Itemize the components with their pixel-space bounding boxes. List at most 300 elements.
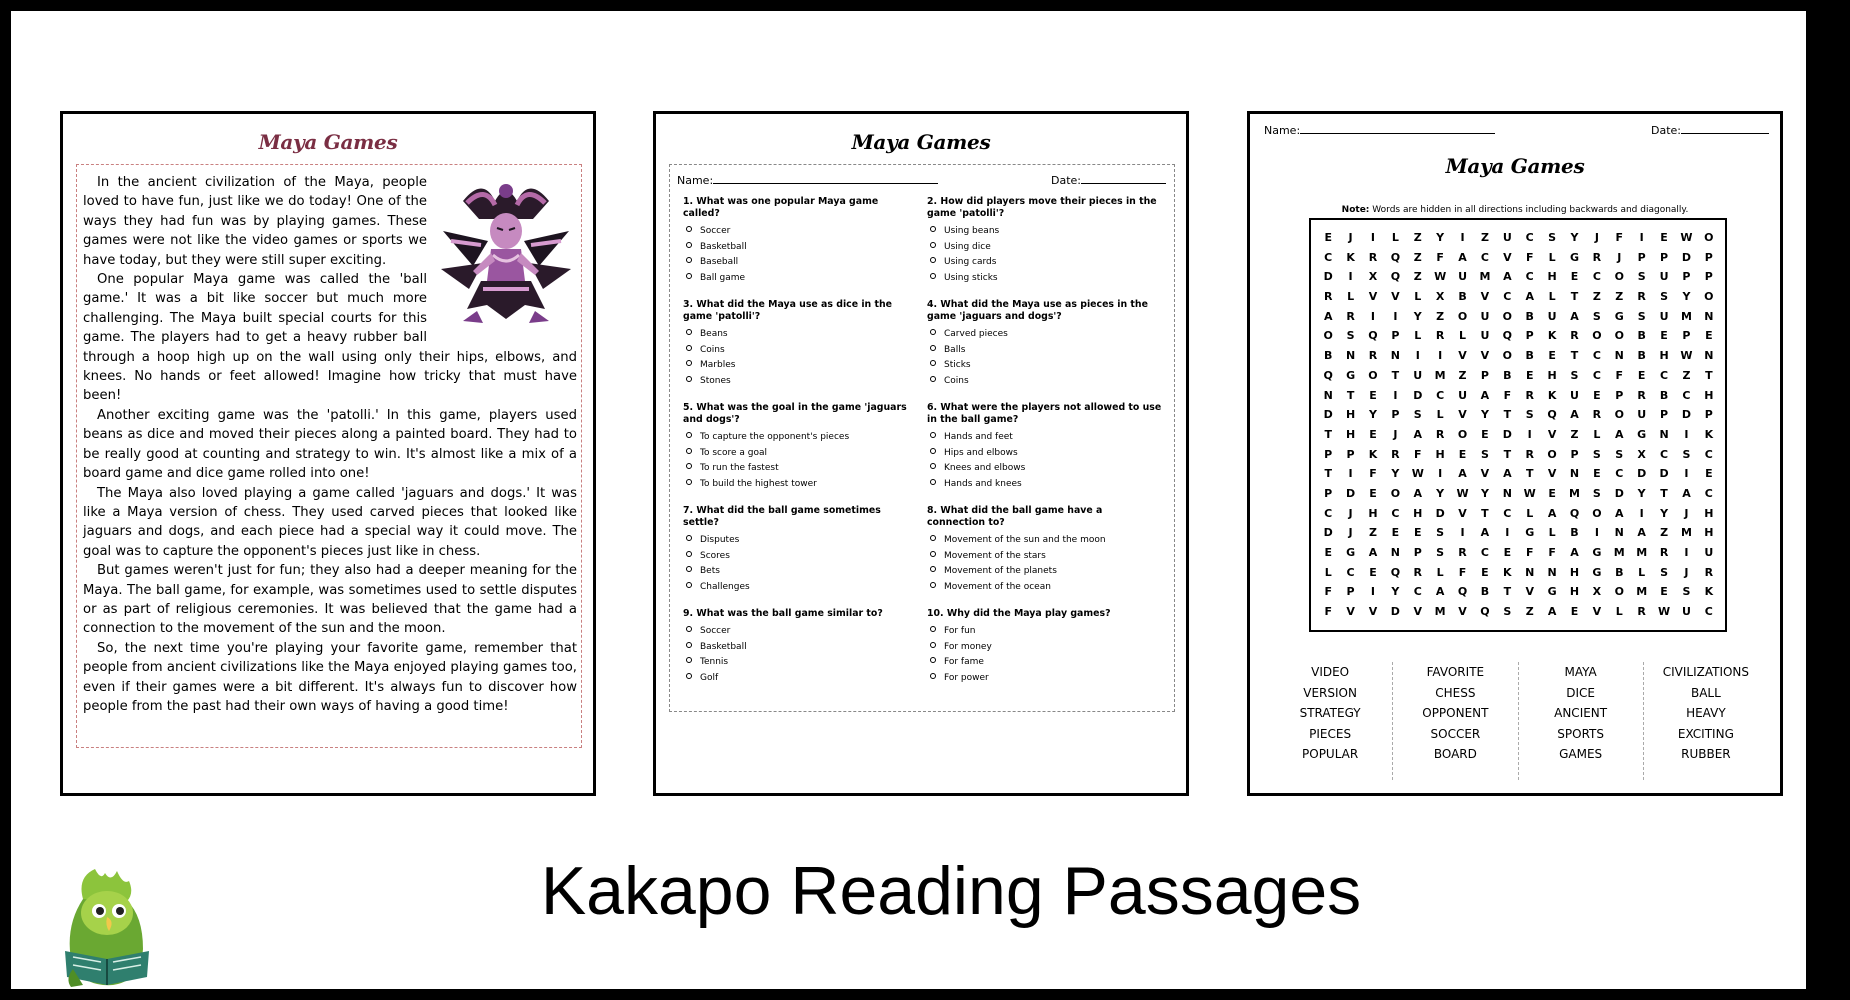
grid-letter[interactable]: F (1436, 250, 1444, 264)
grid-letter[interactable]: F (1414, 447, 1422, 461)
name-field[interactable] (677, 173, 938, 187)
grid-letter[interactable]: H (1704, 506, 1714, 520)
grid-letter[interactable]: C (1413, 585, 1422, 599)
grid-letter[interactable]: D (1346, 486, 1356, 500)
grid-letter[interactable]: C (1391, 506, 1400, 520)
grid-letter[interactable]: E (1369, 486, 1377, 500)
grid-letter[interactable]: K (1547, 388, 1557, 402)
grid-letter[interactable]: O (1502, 309, 1512, 323)
grid-letter[interactable]: N (1390, 349, 1400, 363)
grid-letter[interactable]: F (1324, 585, 1332, 599)
grid-letter[interactable]: N (1614, 349, 1624, 363)
grid-letter[interactable]: V (1592, 605, 1602, 619)
grid-letter[interactable]: F (1525, 546, 1534, 559)
grid-letter[interactable]: J (1684, 565, 1689, 579)
name-line[interactable] (713, 173, 938, 184)
grid-letter[interactable]: M (1434, 368, 1446, 382)
grid-letter[interactable]: X (1592, 585, 1602, 599)
grid-letter[interactable]: M (1613, 546, 1625, 559)
grid-letter[interactable]: N (1323, 388, 1333, 402)
grid-letter[interactable]: B (1637, 349, 1646, 363)
grid-letter[interactable]: R (1704, 565, 1714, 579)
grid-letter[interactable]: O (1457, 427, 1468, 441)
grid-letter[interactable]: C (1660, 368, 1669, 382)
grid-letter[interactable]: R (1323, 290, 1333, 304)
grid-letter[interactable]: V (1368, 605, 1378, 619)
answer-option[interactable]: Using beans (930, 224, 1162, 240)
grid-letter[interactable]: D (1637, 467, 1647, 481)
grid-letter[interactable]: S (1570, 368, 1579, 382)
grid-letter[interactable]: V (1547, 427, 1557, 441)
grid-letter[interactable]: D (1502, 427, 1512, 441)
grid-letter[interactable]: Y (1436, 486, 1445, 500)
grid-letter[interactable]: U (1413, 368, 1423, 382)
grid-letter[interactable]: V (1458, 605, 1467, 619)
grid-letter[interactable]: L (1526, 506, 1534, 520)
answer-option[interactable]: For fun (930, 624, 1162, 640)
grid-letter[interactable]: V (1458, 408, 1467, 422)
grid-letter[interactable]: H (1345, 427, 1356, 441)
grid-letter[interactable]: B (1480, 585, 1490, 599)
grid-letter[interactable]: Z (1436, 309, 1445, 323)
grid-letter[interactable]: S (1592, 486, 1601, 500)
grid-letter[interactable]: V (1480, 467, 1490, 481)
grid-letter[interactable]: P (1682, 270, 1691, 284)
grid-letter[interactable]: E (1391, 526, 1400, 540)
grid-letter[interactable]: S (1436, 546, 1445, 559)
grid-letter[interactable]: G (1592, 565, 1602, 579)
grid-letter[interactable]: Q (1390, 250, 1401, 264)
answer-option[interactable]: Movement of the planets (930, 564, 1162, 580)
grid-letter[interactable]: A (1480, 388, 1490, 402)
grid-letter[interactable]: J (1617, 250, 1622, 264)
grid-letter[interactable]: I (1393, 309, 1398, 323)
grid-letter[interactable]: R (1659, 546, 1669, 559)
grid-letter[interactable]: C (1503, 506, 1512, 520)
grid-letter[interactable]: Y (1570, 231, 1579, 244)
grid-letter[interactable]: I (1438, 349, 1443, 363)
grid-letter[interactable]: R (1570, 329, 1579, 343)
grid-letter[interactable]: O (1457, 309, 1468, 323)
grid-letter[interactable]: O (1502, 349, 1512, 363)
grid-letter[interactable]: Z (1570, 427, 1579, 441)
grid-letter[interactable]: T (1570, 290, 1579, 304)
grid-letter[interactable]: B (1659, 388, 1669, 402)
grid-letter[interactable]: P (1480, 368, 1489, 382)
grid-letter[interactable]: O (1614, 329, 1624, 343)
grid-letter[interactable]: F (1458, 565, 1467, 579)
answer-option[interactable]: For fame (930, 655, 1162, 671)
grid-letter[interactable]: R (1458, 546, 1467, 559)
grid-letter[interactable]: H (1659, 349, 1669, 363)
grid-letter[interactable]: T (1346, 388, 1355, 402)
grid-letter[interactable]: S (1503, 605, 1512, 619)
grid-letter[interactable]: B (1615, 565, 1624, 579)
grid-letter[interactable]: N (1569, 467, 1580, 481)
grid-letter[interactable]: A (1615, 506, 1624, 520)
grid-letter[interactable]: I (1684, 427, 1689, 441)
grid-letter[interactable]: Q (1480, 605, 1490, 619)
grid-letter[interactable]: R (1413, 565, 1422, 579)
grid-letter[interactable]: U (1659, 270, 1669, 284)
answer-option[interactable]: Stones (686, 374, 918, 390)
grid-letter[interactable]: E (1660, 585, 1668, 599)
grid-letter[interactable]: P (1324, 486, 1333, 500)
grid-letter[interactable]: C (1660, 447, 1669, 461)
grid-letter[interactable]: X (1368, 270, 1378, 284)
grid-letter[interactable]: Y (1480, 486, 1489, 500)
grid-letter[interactable]: E (1369, 427, 1377, 441)
grid-letter[interactable]: P (1525, 329, 1534, 343)
answer-option[interactable]: Coins (686, 343, 918, 359)
grid-letter[interactable]: Y (1682, 290, 1691, 304)
answer-option[interactable]: Hands and feet (930, 430, 1162, 446)
grid-letter[interactable]: O (1704, 231, 1714, 244)
grid-letter[interactable]: O (1704, 290, 1714, 304)
grid-letter[interactable]: E (1593, 388, 1601, 402)
grid-letter[interactable]: S (1615, 447, 1624, 461)
grid-letter[interactable]: Q (1502, 329, 1512, 343)
grid-letter[interactable]: C (1525, 270, 1534, 284)
grid-letter[interactable]: S (1592, 309, 1601, 323)
grid-letter[interactable]: D (1323, 526, 1333, 540)
grid-letter[interactable]: H (1368, 506, 1378, 520)
grid-letter[interactable]: E (1369, 388, 1377, 402)
grid-letter[interactable]: M (1479, 270, 1491, 284)
grid-letter[interactable]: Z (1615, 290, 1624, 304)
grid-letter[interactable]: O (1614, 408, 1624, 422)
grid-letter[interactable]: S (1346, 329, 1355, 343)
grid-letter[interactable]: A (1368, 546, 1378, 559)
grid-letter[interactable]: A (1435, 585, 1445, 599)
grid-letter[interactable]: Z (1458, 368, 1467, 382)
grid-letter[interactable]: H (1704, 526, 1714, 540)
grid-letter[interactable]: D (1614, 486, 1624, 500)
grid-letter[interactable]: A (1570, 546, 1579, 559)
grid-letter[interactable]: R (1592, 250, 1602, 264)
grid-letter[interactable]: N (1525, 565, 1535, 579)
grid-letter[interactable]: A (1637, 526, 1646, 540)
grid-letter[interactable]: S (1660, 290, 1669, 304)
grid-letter[interactable]: T (1503, 408, 1512, 422)
grid-letter[interactable]: Z (1592, 290, 1601, 304)
answer-option[interactable]: Movement of the sun and the moon (930, 533, 1162, 549)
grid-letter[interactable]: E (1570, 270, 1579, 284)
grid-letter[interactable]: G (1346, 546, 1356, 559)
grid-letter[interactable]: B (1503, 368, 1512, 382)
grid-letter[interactable]: R (1346, 309, 1355, 323)
grid-letter[interactable]: E (1637, 368, 1646, 382)
grid-letter[interactable]: E (1503, 546, 1512, 559)
grid-letter[interactable]: I (1639, 231, 1644, 244)
grid-letter[interactable]: J (1393, 427, 1398, 441)
grid-letter[interactable]: E (1525, 368, 1534, 382)
grid-letter[interactable]: I (1438, 467, 1443, 481)
answer-option[interactable]: To score a goal (686, 446, 918, 462)
answer-option[interactable]: Movement of the ocean (930, 580, 1162, 596)
grid-letter[interactable]: V (1525, 585, 1534, 599)
grid-letter[interactable]: E (1414, 526, 1422, 540)
grid-letter[interactable]: Y (1637, 486, 1646, 500)
grid-letter[interactable]: S (1637, 270, 1646, 284)
grid-letter[interactable]: B (1324, 349, 1333, 363)
grid-letter[interactable]: A (1503, 467, 1512, 481)
grid-letter[interactable]: N (1704, 309, 1714, 323)
grid-letter[interactable]: P (1413, 546, 1422, 559)
grid-letter[interactable]: H (1345, 408, 1356, 422)
grid-letter[interactable]: T (1503, 585, 1512, 599)
grid-letter[interactable]: Z (1660, 526, 1669, 540)
grid-letter[interactable]: Y (1368, 408, 1377, 422)
grid-letter[interactable]: R (1435, 427, 1445, 441)
grid-letter[interactable]: X (1435, 290, 1445, 304)
grid-letter[interactable]: O (1368, 368, 1378, 382)
grid-letter[interactable]: F (1324, 605, 1332, 619)
grid-letter[interactable]: S (1637, 309, 1646, 323)
grid-letter[interactable]: T (1570, 349, 1579, 363)
grid-letter[interactable]: L (1459, 329, 1467, 343)
grid-letter[interactable]: R (1637, 388, 1646, 402)
answer-option[interactable]: Bets (686, 564, 918, 580)
grid-letter[interactable]: A (1480, 526, 1490, 540)
grid-letter[interactable]: R (1368, 349, 1378, 363)
grid-letter[interactable]: P (1660, 408, 1669, 422)
grid-letter[interactable]: Z (1413, 231, 1422, 244)
grid-letter[interactable]: W (1680, 231, 1693, 244)
grid-letter[interactable]: C (1592, 349, 1601, 363)
grid-letter[interactable]: A (1413, 427, 1423, 441)
grid-letter[interactable]: S (1525, 408, 1534, 422)
grid-letter[interactable]: I (1460, 526, 1465, 540)
grid-letter[interactable]: P (1704, 250, 1713, 264)
grid-letter[interactable]: A (1570, 309, 1579, 323)
grid-letter[interactable]: H (1547, 270, 1557, 284)
grid-letter[interactable]: E (1705, 467, 1713, 481)
grid-letter[interactable]: Z (1525, 605, 1534, 619)
grid-letter[interactable]: C (1480, 250, 1489, 264)
grid-letter[interactable]: C (1682, 388, 1691, 402)
grid-letter[interactable]: A (1323, 309, 1333, 323)
grid-letter[interactable]: D (1659, 467, 1669, 481)
answer-option[interactable]: Using dice (930, 240, 1162, 256)
answer-option[interactable]: Carved pieces (930, 327, 1162, 343)
grid-letter[interactable]: M (1680, 526, 1692, 540)
grid-letter[interactable]: W (1680, 349, 1693, 363)
grid-letter[interactable]: H (1704, 388, 1714, 402)
grid-letter[interactable]: X (1637, 447, 1646, 461)
grid-letter[interactable]: J (1684, 506, 1689, 520)
grid-letter[interactable]: O (1614, 585, 1624, 599)
grid-letter[interactable]: P (1391, 408, 1400, 422)
grid-letter[interactable]: P (1391, 329, 1400, 343)
grid-letter[interactable]: Z (1368, 526, 1377, 540)
grid-letter[interactable]: H (1569, 585, 1580, 599)
grid-letter[interactable]: Q (1569, 506, 1580, 520)
grid-letter[interactable]: Z (1413, 270, 1422, 284)
grid-letter[interactable]: C (1480, 546, 1489, 559)
grid-letter[interactable]: U (1681, 605, 1691, 619)
grid-letter[interactable]: T (1324, 427, 1332, 441)
grid-letter[interactable]: H (1547, 368, 1557, 382)
answer-option[interactable]: Basketball (686, 640, 918, 656)
grid-letter[interactable]: U (1570, 388, 1579, 402)
grid-letter[interactable]: E (1481, 565, 1489, 579)
grid-letter[interactable]: B (1525, 349, 1534, 363)
grid-letter[interactable]: V (1346, 605, 1355, 619)
grid-letter[interactable]: P (1346, 585, 1355, 599)
grid-letter[interactable]: B (1637, 329, 1646, 343)
grid-letter[interactable]: L (1615, 605, 1623, 619)
grid-letter[interactable]: L (1548, 250, 1556, 264)
grid-letter[interactable]: C (1704, 605, 1713, 619)
grid-letter[interactable]: S (1682, 447, 1691, 461)
grid-letter[interactable]: D (1681, 408, 1692, 422)
grid-letter[interactable]: O (1592, 506, 1602, 520)
grid-letter[interactable]: J (1348, 526, 1353, 540)
grid-letter[interactable]: Z (1682, 368, 1691, 382)
grid-letter[interactable]: R (1637, 605, 1646, 619)
grid-letter[interactable]: G (1614, 309, 1624, 323)
grid-letter[interactable]: N (1345, 349, 1356, 363)
date-line[interactable] (1081, 173, 1166, 184)
grid-letter[interactable]: U (1502, 231, 1512, 244)
answer-option[interactable]: Scores (686, 549, 918, 565)
answer-option[interactable]: Challenges (686, 580, 918, 596)
grid-letter[interactable]: K (1704, 585, 1714, 599)
grid-letter[interactable]: T (1503, 447, 1512, 461)
grid-letter[interactable]: I (1505, 526, 1510, 540)
grid-letter[interactable]: V (1391, 290, 1400, 304)
grid-letter[interactable]: P (1570, 447, 1579, 461)
answer-option[interactable]: Hips and elbows (930, 446, 1162, 462)
answer-option[interactable]: Soccer (686, 624, 918, 640)
grid-letter[interactable]: Q (1457, 585, 1468, 599)
grid-letter[interactable]: P (1682, 329, 1691, 343)
grid-letter[interactable]: U (1704, 546, 1714, 559)
grid-letter[interactable]: A (1413, 486, 1423, 500)
grid-letter[interactable]: P (1660, 250, 1669, 264)
grid-letter[interactable]: J (1594, 231, 1599, 244)
date-field[interactable] (1051, 173, 1166, 187)
grid-letter[interactable]: A (1570, 408, 1579, 422)
grid-letter[interactable]: R (1391, 447, 1400, 461)
grid-letter[interactable]: T (1660, 486, 1668, 500)
grid-letter[interactable]: D (1323, 408, 1333, 422)
grid-letter[interactable]: R (1525, 447, 1534, 461)
grid-letter[interactable]: L (1548, 290, 1556, 304)
grid-letter[interactable]: T (1481, 506, 1489, 520)
grid-letter[interactable]: R (1435, 329, 1445, 343)
grid-letter[interactable]: K (1547, 329, 1557, 343)
grid-letter[interactable]: C (1324, 506, 1333, 520)
grid-letter[interactable]: I (1639, 506, 1644, 520)
grid-letter[interactable]: Y (1391, 467, 1400, 481)
grid-letter[interactable]: N (1659, 427, 1669, 441)
grid-letter[interactable]: L (1638, 565, 1646, 579)
grid-letter[interactable]: D (1435, 506, 1445, 520)
grid-letter[interactable]: N (1614, 526, 1624, 540)
grid-letter[interactable]: Y (1436, 231, 1445, 244)
grid-letter[interactable]: R (1368, 250, 1378, 264)
grid-letter[interactable]: L (1347, 290, 1355, 304)
grid-letter[interactable]: E (1593, 467, 1601, 481)
grid-letter[interactable]: Q (1390, 270, 1401, 284)
answer-option[interactable]: Ball game (686, 271, 918, 287)
grid-letter[interactable]: Q (1390, 565, 1401, 579)
grid-letter[interactable]: Q (1368, 329, 1378, 343)
grid-letter[interactable]: A (1458, 467, 1467, 481)
grid-letter[interactable]: B (1458, 290, 1467, 304)
grid-letter[interactable]: I (1684, 546, 1689, 559)
grid-letter[interactable]: U (1637, 408, 1647, 422)
grid-letter[interactable]: M (1434, 605, 1446, 619)
grid-letter[interactable]: T (1391, 368, 1400, 382)
grid-letter[interactable]: L (1414, 329, 1422, 343)
grid-letter[interactable]: W (1434, 270, 1447, 284)
answer-option[interactable]: Knees and elbows (930, 461, 1162, 477)
grid-letter[interactable]: R (1637, 290, 1646, 304)
grid-letter[interactable]: O (1614, 270, 1624, 284)
grid-letter[interactable]: P (1324, 447, 1333, 461)
grid-letter[interactable]: S (1592, 447, 1601, 461)
grid-letter[interactable]: I (1684, 467, 1689, 481)
grid-letter[interactable]: U (1480, 329, 1490, 343)
grid-letter[interactable]: U (1458, 270, 1467, 284)
grid-letter[interactable]: E (1705, 329, 1713, 343)
grid-letter[interactable]: O (1323, 329, 1333, 343)
grid-letter[interactable]: C (1346, 565, 1355, 579)
grid-letter[interactable]: J (1348, 506, 1353, 520)
name-line[interactable] (1300, 123, 1495, 134)
grid-letter[interactable]: G (1525, 526, 1535, 540)
grid-letter[interactable]: U (1480, 309, 1490, 323)
grid-letter[interactable]: U (1547, 309, 1557, 323)
grid-letter[interactable]: F (1615, 231, 1624, 244)
grid-letter[interactable]: G (1547, 585, 1557, 599)
grid-letter[interactable]: K (1503, 565, 1512, 579)
grid-letter[interactable]: V (1547, 467, 1557, 481)
grid-letter[interactable]: D (1681, 250, 1692, 264)
grid-letter[interactable]: E (1660, 231, 1668, 244)
grid-letter[interactable]: Q (1323, 368, 1333, 382)
grid-letter[interactable]: J (1348, 231, 1353, 244)
answer-option[interactable]: Movement of the stars (930, 549, 1162, 565)
answer-option[interactable]: Marbles (686, 358, 918, 374)
grid-letter[interactable]: P (1704, 270, 1713, 284)
answer-option[interactable]: Beans (686, 327, 918, 343)
grid-letter[interactable]: R (1525, 388, 1534, 402)
answer-option[interactable]: To build the highest tower (686, 477, 918, 493)
grid-letter[interactable]: N (1502, 486, 1512, 500)
grid-letter[interactable]: S (1436, 526, 1445, 540)
grid-letter[interactable]: E (1369, 565, 1377, 579)
grid-letter[interactable]: T (1324, 467, 1332, 481)
grid-letter[interactable]: A (1525, 290, 1534, 304)
answer-option[interactable]: For money (930, 640, 1162, 656)
grid-letter[interactable]: C (1525, 231, 1534, 244)
answer-option[interactable]: Golf (686, 671, 918, 687)
grid-letter[interactable]: T (1525, 467, 1534, 481)
grid-letter[interactable]: I (1348, 270, 1353, 284)
answer-option[interactable]: Using cards (930, 255, 1162, 271)
grid-letter[interactable]: E (1458, 447, 1467, 461)
grid-letter[interactable]: C (1615, 467, 1624, 481)
grid-letter[interactable]: V (1480, 349, 1490, 363)
date-field[interactable] (1651, 123, 1769, 137)
grid-letter[interactable]: M (1680, 309, 1692, 323)
date-line[interactable] (1681, 123, 1769, 134)
grid-letter[interactable]: B (1525, 309, 1534, 323)
